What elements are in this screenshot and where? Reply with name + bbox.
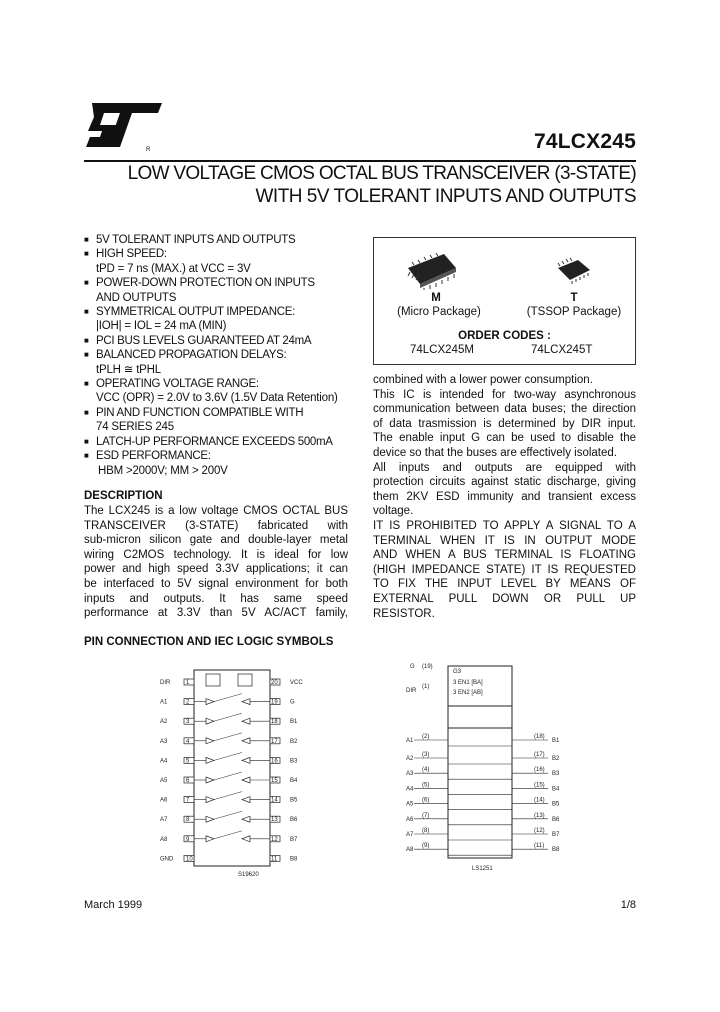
- buffer-symbol: [206, 699, 214, 705]
- iec-a-number: (2): [422, 734, 430, 740]
- right-pin-number: 11: [271, 856, 278, 863]
- feature-detail: AND OUTPUTS: [96, 291, 177, 304]
- feature-item: ■ LATCH-UP PERFORMANCE EXCEEDS 500mA: [84, 435, 333, 448]
- description-line: (HIGH IMPEDANCE STATE) IT IS REQUESTED: [373, 563, 636, 576]
- feature-item: ■ ESD PERFORMANCE:: [84, 450, 211, 463]
- buffer-symbol: [206, 836, 214, 842]
- left-pin-label: A1: [160, 699, 168, 706]
- left-pin-number: 2: [186, 699, 190, 706]
- svg-text:G: G: [410, 664, 415, 670]
- left-pin-label: A5: [160, 778, 168, 784]
- title-line-2: WITH 5V TOLERANT INPUTS AND OUTPUTS: [255, 186, 636, 207]
- description-continued: [373, 373, 636, 621]
- wire: [214, 713, 242, 721]
- right-pin-label: B7: [290, 836, 298, 843]
- left-pin-label: A6: [160, 797, 168, 804]
- description-line: voltage.: [373, 505, 414, 518]
- svg-text:R: R: [146, 147, 151, 153]
- iec-b-number: (13): [534, 812, 545, 819]
- header-rule: [84, 160, 636, 162]
- feature-detail: HBM >2000V; MM > 200V: [98, 464, 228, 477]
- part-number: 74LCX245: [534, 130, 636, 153]
- right-pin-label: VCC: [290, 680, 303, 686]
- svg-text:DIR: DIR: [406, 688, 417, 694]
- description-line: wiring C2MOS technology. It is ideal for low: [84, 548, 348, 561]
- buffer-symbol: [206, 718, 214, 724]
- buffer-symbol: [242, 797, 250, 803]
- description-line: communication between data buses; the direction: [373, 403, 636, 416]
- description-line: sub-micron silicon gate and double-layer metal: [84, 534, 348, 547]
- wire: [214, 792, 242, 800]
- iec-b-number: (11): [534, 843, 545, 850]
- order-code-t: 74LCX245T: [531, 344, 593, 356]
- footer-date: March 1999: [84, 899, 143, 911]
- iec-a-label: A1: [406, 738, 414, 744]
- buffer-symbol: [242, 757, 250, 763]
- iec-a-label: A8: [406, 847, 414, 854]
- iec-b-number: (18): [534, 734, 545, 740]
- iec-b-label: B4: [552, 786, 560, 793]
- iec-code: LS1251: [472, 866, 493, 872]
- package-box: [373, 237, 636, 365]
- right-pin-number: 20: [271, 680, 278, 686]
- buffer-symbol: [242, 699, 250, 705]
- right-pin-label: B8: [290, 856, 298, 863]
- feature-list: [84, 233, 356, 478]
- wire: [214, 752, 242, 760]
- iec-b-number: (17): [534, 752, 545, 758]
- buffer-symbol: [242, 816, 250, 822]
- iec-a-label: A5: [406, 801, 414, 808]
- description-line: AND WHEN A BUS TERMINAL IS FLOATING: [373, 549, 636, 562]
- right-pin-number: 13: [271, 817, 278, 824]
- title-line-1: LOW VOLTAGE CMOS OCTAL BUS TRANSCEIVER (3-STATE): [127, 163, 636, 184]
- diagram-code: S19620: [238, 872, 259, 878]
- right-pin-number: 16: [271, 758, 278, 765]
- right-pin-label: G: [290, 699, 295, 706]
- description-line: combined with a lower power consumption.: [373, 374, 593, 386]
- description-line: All inputs and outputs are equipped with: [373, 461, 636, 474]
- buffer-symbol: [206, 757, 214, 763]
- pin-section-heading: PIN CONNECTION AND IEC LOGIC SYMBOLS: [84, 636, 334, 648]
- buffer-symbol: [206, 777, 214, 783]
- description-line: RESISTOR.: [373, 607, 435, 620]
- left-pin-number: 8: [186, 817, 190, 824]
- pin-connection-diagram: [158, 664, 308, 879]
- iec-logic-symbol: [398, 660, 573, 885]
- wire: [214, 694, 242, 702]
- iec-b-number: (15): [534, 782, 545, 789]
- left-pin-number: 4: [186, 738, 190, 745]
- description-line: IT IS PROHIBITED TO APPLY A SIGNAL TO A: [373, 519, 636, 532]
- iec-a-label: A7: [406, 832, 414, 838]
- feature-item: ■ PIN AND FUNCTION COMPATIBLE WITH: [84, 406, 304, 419]
- buffer-symbol: [206, 797, 214, 803]
- feature-item: ■ BALANCED PROPAGATION DELAYS:: [84, 349, 287, 362]
- description-heading: DESCRIPTION: [84, 490, 163, 502]
- micro-package-name: (Micro Package): [397, 306, 481, 318]
- iec-b-number: (12): [534, 828, 545, 834]
- iec-a-number: (9): [422, 843, 430, 850]
- description-line: inputs and outputs. It has same speed: [84, 592, 348, 605]
- iec-a-label: A4: [406, 786, 414, 793]
- tssop-package-image: [554, 256, 594, 286]
- iec-b-label: B1: [552, 738, 560, 744]
- description-line: EXTERNAL PULL DOWN OR PULL UP: [373, 592, 636, 605]
- st-logo: [86, 103, 162, 153]
- gate-symbol: [206, 674, 220, 686]
- feature-detail: tPD = 7 ns (MAX.) at VCC = 3V: [96, 262, 251, 275]
- description-line: performance at 3.3V than 5V AC/ACT family,: [84, 607, 348, 620]
- wire: [214, 811, 242, 819]
- iec-a-number: (5): [422, 782, 430, 789]
- iec-b-label: B2: [552, 756, 560, 762]
- svg-text:3 EN2 [AB]: 3 EN2 [AB]: [453, 690, 483, 696]
- description-line: The LCX245 is a low voltage CMOS OCTAL BUS: [84, 505, 348, 517]
- right-pin-label: B5: [290, 797, 298, 804]
- micro-package-letter: M: [431, 292, 441, 304]
- left-pin-number: 7: [186, 797, 190, 804]
- description-line: This IC is intended for two-way asynchronous: [373, 388, 636, 401]
- micro-package-image: [404, 250, 458, 290]
- feature-item: ■ SYMMETRICAL OUTPUT IMPEDANCE:: [84, 306, 295, 319]
- right-pin-label: B2: [290, 738, 298, 745]
- feature-item: ■ PCI BUS LEVELS GUARANTEED AT 24mA: [84, 334, 312, 347]
- left-pin-number: 5: [186, 758, 190, 765]
- left-pin-number: 1: [186, 680, 190, 686]
- right-pin-number: 12: [271, 836, 278, 843]
- description-line: TERMINAL WHEN IT IS IN OUTPUT MODE: [373, 534, 636, 547]
- iec-a-number: (8): [422, 828, 430, 834]
- buffer-symbol: [242, 718, 250, 724]
- iec-b-number: (14): [534, 797, 545, 804]
- left-pin-label: DIR: [160, 680, 171, 686]
- right-pin-number: 19: [271, 699, 278, 706]
- buffer-symbol: [242, 738, 250, 744]
- right-pin-number: 14: [271, 797, 278, 804]
- left-pin-label: GND: [160, 856, 174, 863]
- description-line: device so that the buses are effectively isolated.: [373, 446, 617, 459]
- description-line: protection circuits against static discharge, giving: [373, 476, 636, 489]
- iec-b-number: (16): [534, 767, 545, 774]
- iec-a-number: (6): [422, 797, 430, 804]
- right-pin-label: B3: [290, 758, 298, 765]
- description-line: power and high speed 3.3V applications; it can: [84, 563, 348, 576]
- svg-text:(19): (19): [422, 664, 433, 670]
- iec-a-number: (3): [422, 752, 430, 758]
- buffer-symbol: [206, 738, 214, 744]
- description-line: TO FIX THE INPUT LEVEL BY MEANS OF: [373, 578, 636, 591]
- iec-b-label: B6: [552, 816, 560, 823]
- feature-detail: VCC (OPR) = 2.0V to 3.6V (1.5V Data Retention): [96, 392, 338, 405]
- right-pin-number: 18: [271, 719, 278, 726]
- iec-b-label: B3: [552, 771, 560, 778]
- left-pin-label: A8: [160, 836, 168, 843]
- iec-b-label: B8: [552, 847, 560, 854]
- description-line: The enable input G can be used to disable the: [373, 432, 636, 445]
- iec-a-number: (7): [422, 812, 430, 819]
- iec-b-label: B7: [552, 832, 560, 838]
- iec-a-label: A2: [406, 756, 414, 762]
- order-codes-heading: ORDER CODES :: [458, 330, 551, 342]
- iec-a-label: A3: [406, 771, 414, 778]
- feature-item: ■ POWER-DOWN PROTECTION ON INPUTS: [84, 277, 315, 290]
- tssop-package-name: (TSSOP Package): [526, 306, 622, 318]
- left-pin-label: A2: [160, 719, 168, 726]
- svg-text:3 EN1 [BA]: 3 EN1 [BA]: [453, 680, 483, 686]
- feature-item: ■ OPERATING VOLTAGE RANGE:: [84, 378, 259, 391]
- buffer-symbol: [242, 777, 250, 783]
- left-pin-number: 3: [186, 719, 190, 726]
- buffer-symbol: [206, 816, 214, 822]
- right-pin-number: 15: [271, 778, 278, 784]
- svg-text:(1): (1): [422, 684, 430, 690]
- feature-detail: 74 SERIES 245: [96, 421, 174, 434]
- left-pin-label: A7: [160, 817, 168, 824]
- left-pin-number: 10: [186, 856, 193, 863]
- buffer-symbol: [242, 836, 250, 842]
- description-text: [84, 504, 348, 621]
- description-line: of data trasmission is determined by DIR input.: [373, 417, 636, 430]
- footer-page-number: 1/8: [620, 899, 636, 911]
- tssop-package-letter: T: [570, 292, 578, 304]
- right-pin-number: 17: [271, 738, 278, 745]
- right-pin-label: B6: [290, 817, 298, 824]
- svg-text:G3: G3: [453, 669, 462, 675]
- description-line: be interfaced to 5V signal environment for both: [84, 577, 348, 590]
- iec-b-label: B5: [552, 801, 560, 808]
- left-pin-number: 6: [186, 778, 190, 784]
- wire: [214, 772, 242, 780]
- description-line: them 2KV ESD immunity and transient excess: [373, 490, 636, 503]
- order-code-m: 74LCX245M: [410, 344, 474, 356]
- left-pin-label: A3: [160, 738, 168, 745]
- right-pin-label: B1: [290, 719, 298, 726]
- iec-a-label: A6: [406, 816, 414, 823]
- right-pin-label: B4: [290, 778, 298, 784]
- iec-a-number: (4): [422, 767, 430, 774]
- gate-symbol: [238, 674, 252, 686]
- description-line: TRANSCEIVER (3-STATE) fabricated with: [84, 519, 348, 532]
- left-pin-label: A4: [160, 758, 168, 765]
- feature-item: ■ HIGH SPEED:: [84, 248, 167, 261]
- wire: [214, 831, 242, 839]
- feature-detail: |IOH| = IOL = 24 mA (MIN): [96, 320, 227, 333]
- feature-detail: tPLH ≅ tPHL: [96, 363, 161, 376]
- feature-item: ■ 5V TOLERANT INPUTS AND OUTPUTS: [84, 234, 296, 246]
- wire: [214, 733, 242, 741]
- left-pin-number: 9: [186, 836, 190, 843]
